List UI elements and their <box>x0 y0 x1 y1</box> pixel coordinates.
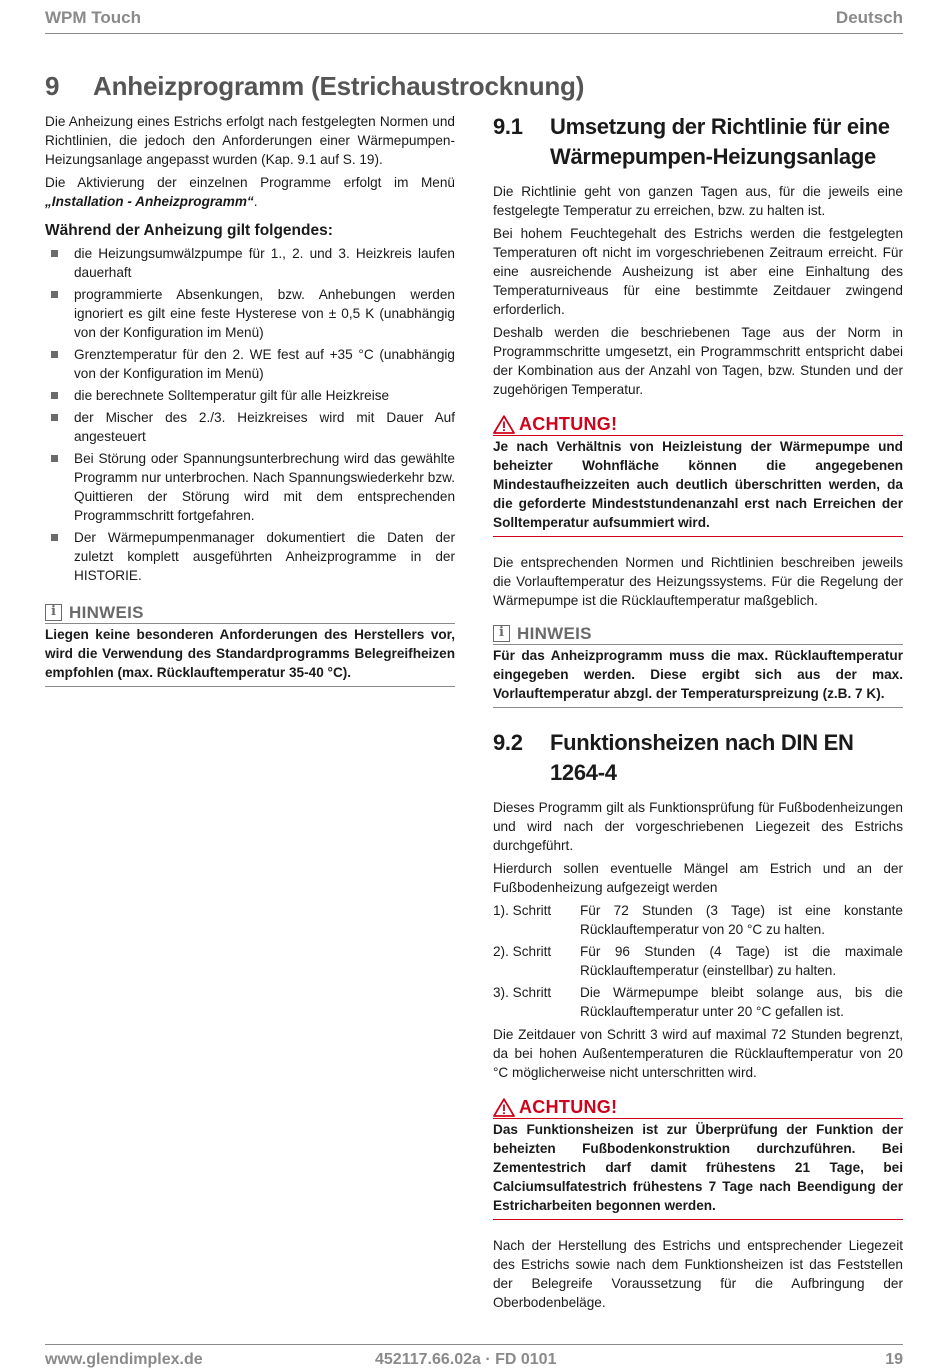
warning-header <box>493 1098 903 1119</box>
step-item <box>493 901 903 939</box>
list-item-text: der Mischer des 2./3. Heizkreises wird mit Dauer Auf angesteuert <box>74 410 455 444</box>
square-bullet-icon <box>51 351 58 358</box>
warning-label: ACHTUNG! <box>519 414 618 434</box>
note-header <box>493 624 903 645</box>
list-item-text: die Heizungsumwälzpumpe für 1., 2. und 3. Heizkreis laufen dauerhaft <box>74 246 455 280</box>
note-header <box>45 603 455 624</box>
step-label: 3). Schritt <box>493 985 552 1000</box>
warning-box <box>493 1098 903 1220</box>
activation-menu-path: „Installation - Anheizprogramm“ <box>45 194 254 209</box>
step-item <box>493 942 903 980</box>
footer-document-code: 452117.66.02a · FD 0101 <box>375 1351 557 1368</box>
warning-box <box>493 415 903 537</box>
footer-url: www.glendimplex.de <box>45 1351 203 1368</box>
section-9-2-paragraph: Die Zeitdauer von Schritt 3 wird auf maximal 72 Stunden begrenzt, da bei hohen Außentemperaturen die Rücklauftemperatur von 20 °C möglicherweise nicht unterschritten wird. <box>493 1027 903 1080</box>
step-item <box>493 983 903 1021</box>
warning-header <box>493 415 903 436</box>
step-label: 2). Schritt <box>493 944 552 959</box>
chapter-number: 9 <box>45 71 60 101</box>
activation-paragraph <box>45 173 455 211</box>
note-text: Für das Anheizprogramm muss die max. Rücklauftemperatur eingegeben werden. Diese ergibt sich aus der max. Vorlauftemperatur abzgl. der Temperaturspreizung (z.B. 7 K). <box>493 645 903 708</box>
warning-triangle-icon <box>493 1098 515 1117</box>
section-9-2-heading <box>493 728 903 788</box>
list-item <box>45 285 455 342</box>
list-item-text: Der Wärmepumpenmanager dokumentiert die Daten der zuletzt komplett ausgeführten Anheizprogramme in der HISTORIE. <box>74 530 455 583</box>
square-bullet-icon <box>51 534 58 541</box>
section-9-2-paragraph: Hierdurch sollen eventuelle Mängel am Estrich und an der Fußbodenheizung aufgezeigt werden <box>493 861 903 895</box>
section-title: Funktionsheizen nach DIN EN 1264-4 <box>550 730 854 785</box>
square-bullet-icon <box>51 455 58 462</box>
section-9-1-paragraph: Deshalb werden die beschriebenen Tage aus der Norm in Programmschritte umgesetzt, ein Programmschritt entspricht dabei der Kombination aus der Anzahl von Tagen, bzw. Stunden und der zugehörigen Temperatur. <box>493 325 903 397</box>
chapter-title: Anheizprogramm (Estrichaustrocknung) <box>93 71 585 101</box>
heating-rules-list <box>45 244 455 585</box>
section-number: 9.1 <box>493 114 523 139</box>
warning-triangle-icon <box>493 415 515 434</box>
warning-text: Je nach Verhältnis von Heizleistung der Wärmepumpe und beheizter Wohnfläche können die angegebenen Mindestaufheizzeiten auch deutlich überschritten werden, da die geforderte Mindeststundenanzahl erst nach Erreichen der Solltemperatur aufsummiert wird. <box>493 436 903 537</box>
warning-label: ACHTUNG! <box>519 1097 618 1117</box>
header-product: WPM Touch <box>45 8 141 27</box>
list-item <box>45 408 455 446</box>
list-item-text: die berechnete Solltemperatur gilt für alle Heizkreise <box>74 388 390 403</box>
section-9-1-heading <box>493 112 903 172</box>
info-icon: i <box>45 604 62 621</box>
step-text: Für 96 Stunden (4 Tage) ist die maximale Rücklauftemperatur (einstellbar) zu halten. <box>580 944 903 978</box>
header-language: Deutsch <box>835 8 903 27</box>
square-bullet-icon <box>51 291 58 298</box>
section-9-2-paragraph: Dieses Programm gilt als Funktionsprüfung für Fußbodenheizungen und wird nach der vorgeschriebenen Liegezeit des Estrichs durchgeführt. <box>493 800 903 853</box>
list-item-text: programmierte Absenkungen, bzw. Anhebungen werden ignoriert es gilt eine feste Hysterese von ± 0,5 K (unabhängig von der Konfiguration im Menü) <box>74 287 455 340</box>
chapter-heading <box>45 71 584 102</box>
step-text: Die Wärmepumpe bleibt solange aus, bis die Rücklauftemperatur unter 20 °C gefallen ist. <box>580 985 903 1019</box>
list-item <box>45 345 455 383</box>
list-item <box>45 386 455 405</box>
note-text: Liegen keine besonderen Anforderungen des Herstellers vor, wird die Verwendung des Standardprogramms Belegreifheizen empfohlen (max. Rücklauftemperatur 35-40 °C). <box>45 624 455 687</box>
list-item <box>45 528 455 585</box>
page-footer <box>45 1344 903 1371</box>
step-label: 1). Schritt <box>493 903 552 918</box>
section-number: 9.2 <box>493 730 523 755</box>
warning-text: Das Funktionsheizen ist zur Überprüfung der Funktion der beheizten Fußbodenkonstruktion durchzuführen. Bei Zementestrich darf damit frühestens 21 Tage, bei Calciumsulfatestrich frühestens 7 Tage nach Beendigung der Estricharbeiten begonnen werden. <box>493 1119 903 1220</box>
activation-text: Die Aktivierung der einzelnen Programme erfolgt im Menü <box>45 175 455 190</box>
page-number: 19 <box>885 1351 903 1368</box>
section-9-1-paragraph: Die entsprechenden Normen und Richtlinien beschreiben jeweils die Vorlauftemperatur des Heizungssystems. Für die Regelung der Wärmepumpe ist die Rücklauftemperatur maßgeblich. <box>493 555 903 608</box>
square-bullet-icon <box>51 414 58 421</box>
note-label: HINWEIS <box>517 624 592 643</box>
step-text: Für 72 Stunden (3 Tage) ist eine konstante Rücklauftemperatur von 20 °C zu halten. <box>580 903 903 937</box>
right-column <box>493 112 903 1316</box>
square-bullet-icon <box>51 392 58 399</box>
note-box <box>45 603 455 687</box>
list-item <box>45 449 455 525</box>
left-column <box>45 112 455 687</box>
page-header <box>45 0 903 34</box>
section-title: Umsetzung der Richtlinie für eine Wärmepumpen-Heizungsanlage <box>550 114 890 169</box>
note-box <box>493 624 903 708</box>
intro-paragraph: Die Anheizung eines Estrichs erfolgt nach festgelegten Normen und Richtlinien, die jedoch den Anforderungen einer Wärmepumpen-Heizungsanlage angepasst wurden (Kap. 9.1 auf S. 19). <box>45 114 455 167</box>
list-item-text: Bei Störung oder Spannungsunterbrechung wird das gewählte Programm nur unterbrochen. Nach Spannungswiederkehr bzw. Quittieren der Störung wird mit dem entsprechenden Programmschritt fortgefahren. <box>74 451 455 523</box>
square-bullet-icon <box>51 250 58 257</box>
activation-end: . <box>253 194 258 209</box>
heating-rules-heading: Während der Anheizung gilt folgendes: <box>45 222 333 239</box>
section-9-2-paragraph: Nach der Herstellung des Estrichs und entsprechender Liegezeit des Estrichs sowie nach dem Funktionsheizen ist das Feststellen der Belegreife Voraussetzung für die Aufbringung der Oberbodenbeläge. <box>493 1238 903 1310</box>
list-item-text: Grenztemperatur für den 2. WE fest auf +35 °C (unabhängig von der Konfiguration im Menü) <box>74 347 455 381</box>
step-list <box>493 901 903 1021</box>
note-label: HINWEIS <box>69 603 144 622</box>
info-icon: i <box>493 625 510 642</box>
section-9-1-paragraph: Bei hohem Feuchtegehalt des Estrichs werden die festgelegten Temperaturen oft nicht im vorgeschriebenen Zeitraum erreicht. Für eine ausreichende Ausheizung ist aber eine Einhaltung des Temperaturniveaus für eine bestimmte Zeitdauer zwingend erforderlich. <box>493 226 903 317</box>
section-9-1-paragraph: Die Richtlinie geht von ganzen Tagen aus, für die jeweils eine festgelegte Temperatur zu erreichen, bzw. zu halten ist. <box>493 184 903 218</box>
list-item <box>45 244 455 282</box>
